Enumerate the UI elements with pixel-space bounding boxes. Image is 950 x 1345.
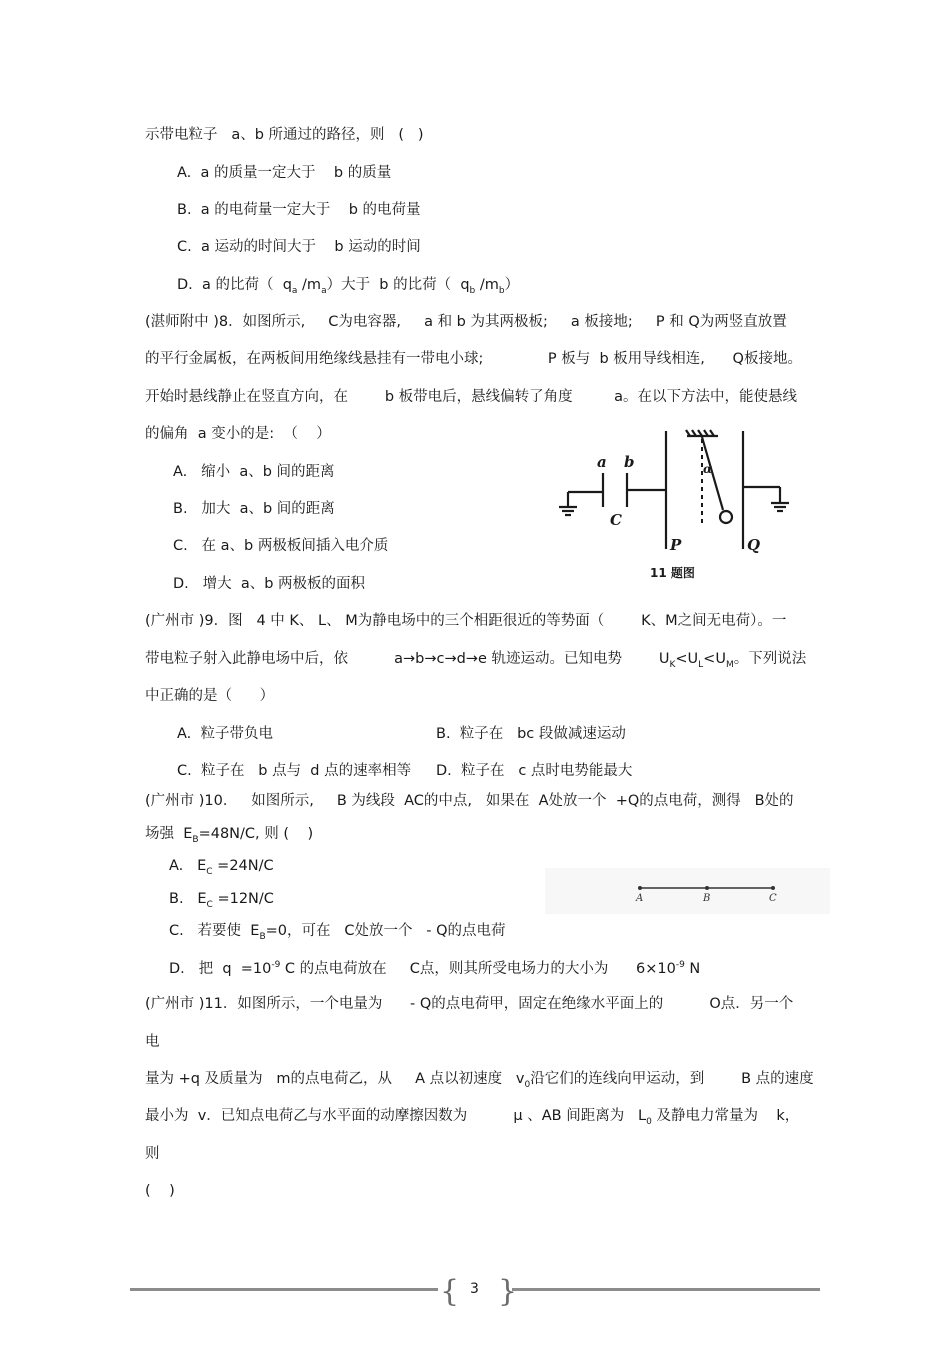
point-c-label: C [769, 893, 777, 904]
q9-stem-line2: 带电粒子射入此静电场中后，依 a→b→c→d→e 轨迹运动。已知电势 $U_K<U_L<U_M$。下列说法 [145, 651, 807, 670]
q9-option-d: D. 粒子在 c 点时电势能最大 [436, 763, 633, 779]
q7-stem: 示带电粒子 a、b 所通过的路径，则 ( ) [145, 127, 424, 143]
q8-option-a: A. 缩小 a、b 间的距离 [173, 464, 335, 480]
q11-stem-line4: 最小为 v．已知点电荷乙与水平面的动摩擦因数为 μ 、AB 间距离为 $L_0$ 及静电力常量为 k， [145, 1108, 800, 1127]
q10-stem-line1: (广州市 )10． 如图所示, B 为线段 AC的中点, 如果在 A处放一个 +Q的点电荷，测得 B处的 [145, 793, 794, 809]
q7-option-a: A. a 的质量一定大于 b 的质量 [177, 165, 392, 181]
q11-stem-line2: 电 [145, 1034, 160, 1050]
q10-option-c: C. 若要使 $E_B=0$，可在 C处放一个 - Q的点电荷 [169, 923, 506, 942]
q8-option-d: D. 增大 a、b 两极板的面积 [173, 576, 366, 592]
page-number: 3 [470, 1281, 479, 1297]
plate-q-label: Q [747, 536, 761, 554]
q11-answer-blank: ( ) [145, 1183, 175, 1199]
q10-option-a: A. $E_C =24N/C$ [169, 858, 274, 877]
capacitor-c-label: C [610, 511, 622, 529]
angle-alpha-label: α [703, 462, 713, 476]
q10-option-d: D. 把 $q =10^{-9}$ C 的点电荷放在 C点，则其所受电场力的大小为 $6\times 10^{-9}$ N [169, 960, 701, 977]
plate-b-label: b [624, 453, 635, 471]
q8-stem-line3: 开始时悬线静止在竖直方向，在 b 板带电后，悬线偏转了角度 a。在以下方法中，能使悬线 [145, 389, 798, 405]
point-a-label: A [636, 893, 644, 904]
plate-a-label: a [597, 453, 607, 471]
figure-11-caption: 11 题图 [650, 566, 695, 580]
q11-stem-line5: 则 [145, 1146, 160, 1162]
q8-option-b: B. 加大 a、b 间的距离 [173, 501, 335, 517]
capacitor-pendulum-figure [555, 425, 795, 585]
q8-option-c: C. 在 a、b 两极板间插入电介质 [173, 538, 389, 554]
q10-option-b: B. $E_C =12N/C$ [169, 891, 274, 910]
q9-stem-line1: (广州市 )9．图 4 中 K、 L、 M为静电场中的三个相距很近的等势面（ K、M之间无电荷）。一 [145, 613, 787, 629]
q9-option-b: B. 粒子在 bc 段做减速运动 [436, 726, 626, 742]
q10-stem-line2: 场强 $E_B=48N/C$, 则 ( ) [145, 826, 314, 845]
plate-p-label: P [670, 536, 682, 554]
q7-option-c: C. a 运动的时间大于 b 运动的时间 [177, 239, 421, 255]
q11-stem-line3: 量为 +q 及质量为 m的点电荷乙，从 A 点以初速度 $v_0$沿它们的连线向甲运动，到 B 点的速度 [145, 1071, 814, 1090]
q9-option-c: C. 粒子在 b 点与 d 点的速率相等 [177, 763, 412, 779]
q11-stem-line1: (广州市 )11．如图所示，一个电量为 - Q的点电荷甲，固定在绝缘水平面上的 O点．另一个 [145, 996, 794, 1012]
footer-rule-right [512, 1288, 820, 1291]
segment-abc-figure [545, 868, 830, 914]
footer-rule-left [130, 1288, 438, 1291]
q7-option-d: D. a 的比荷（ $q_a$ $/m_a$）大于 b 的比荷（ $q_b$ $/m_b$） [177, 277, 520, 296]
point-b-label: B [703, 893, 711, 904]
q8-stem-line1: (湛师附中 )8．如图所示, C为电容器, a 和 b 为其两极板; a 板接地; P 和 Q为两竖直放置 [145, 314, 787, 330]
q8-stem-line2: 的平行金属板，在两板间用绝缘线悬挂有一带电小球; P 板与 b 板用导线相连, Q板接地。 [145, 351, 802, 367]
footer-left-brace: { [440, 1274, 460, 1309]
footer-right-brace: } [498, 1274, 518, 1309]
q9-stem-line3: 中正确的是（ ） [145, 688, 275, 704]
q9-option-a: A. 粒子带负电 [177, 726, 273, 742]
q7-option-b: B. a 的电荷量一定大于 b 的电荷量 [177, 202, 421, 218]
q8-stem-line4: 的偏角 a 变小的是: （ ） [145, 426, 331, 442]
